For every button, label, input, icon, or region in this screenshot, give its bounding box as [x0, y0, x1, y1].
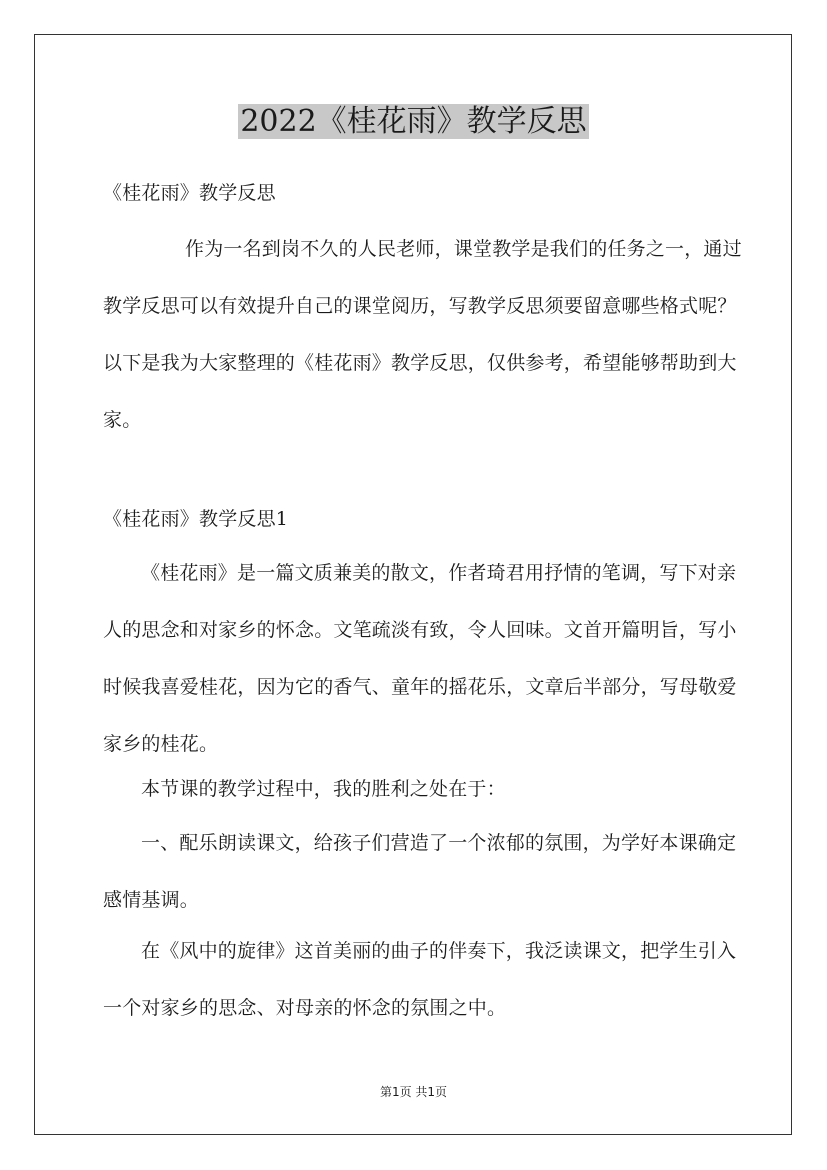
- page-footer: 第1页 共1页: [379, 1085, 448, 1099]
- section-heading: 《桂花雨》教学反思1: [103, 508, 289, 530]
- document-title: [0, 100, 827, 144]
- document-title-text: 2022《桂花雨》教学反思: [240, 104, 587, 139]
- body-paragraph: 本节课的教学过程中，我的胜利之处在于：: [141, 778, 506, 800]
- body-paragraph: 一、配乐朗读课文，给孩子们营造了一个浓郁的氛围，为学好本课确定感情基调。: [103, 832, 737, 911]
- body-paragraph: 《桂花雨》是一篇文质兼美的散文，作者琦君用抒情的笔调，写下对亲人的思念和对家乡的怀念。文笔疏淡有致，令人回味。文首开篇明旨，写小时候我喜爱桂花，因为它的香气、童年的摇花乐，文章后半部分，写母敬爱家乡的桂花。: [103, 562, 737, 755]
- intro-paragraph: 作为一名到岗不久的人民老师，课堂教学是我们的任务之一，通过教学反思可以有效提升自己的课堂阅历，写教学反思须要留意哪些格式呢？以下是我为大家整理的《桂花雨》教学反思，仅供参考，希望能够帮助到大家。: [103, 238, 742, 431]
- body-paragraph: 在《风中的旋律》这首美丽的曲子的伴奏下，我泛读课文，把学生引入一个对家乡的思念、对母亲的怀念的氛围之中。: [103, 940, 737, 1019]
- document-subtitle: 《桂花雨》教学反思: [103, 182, 276, 204]
